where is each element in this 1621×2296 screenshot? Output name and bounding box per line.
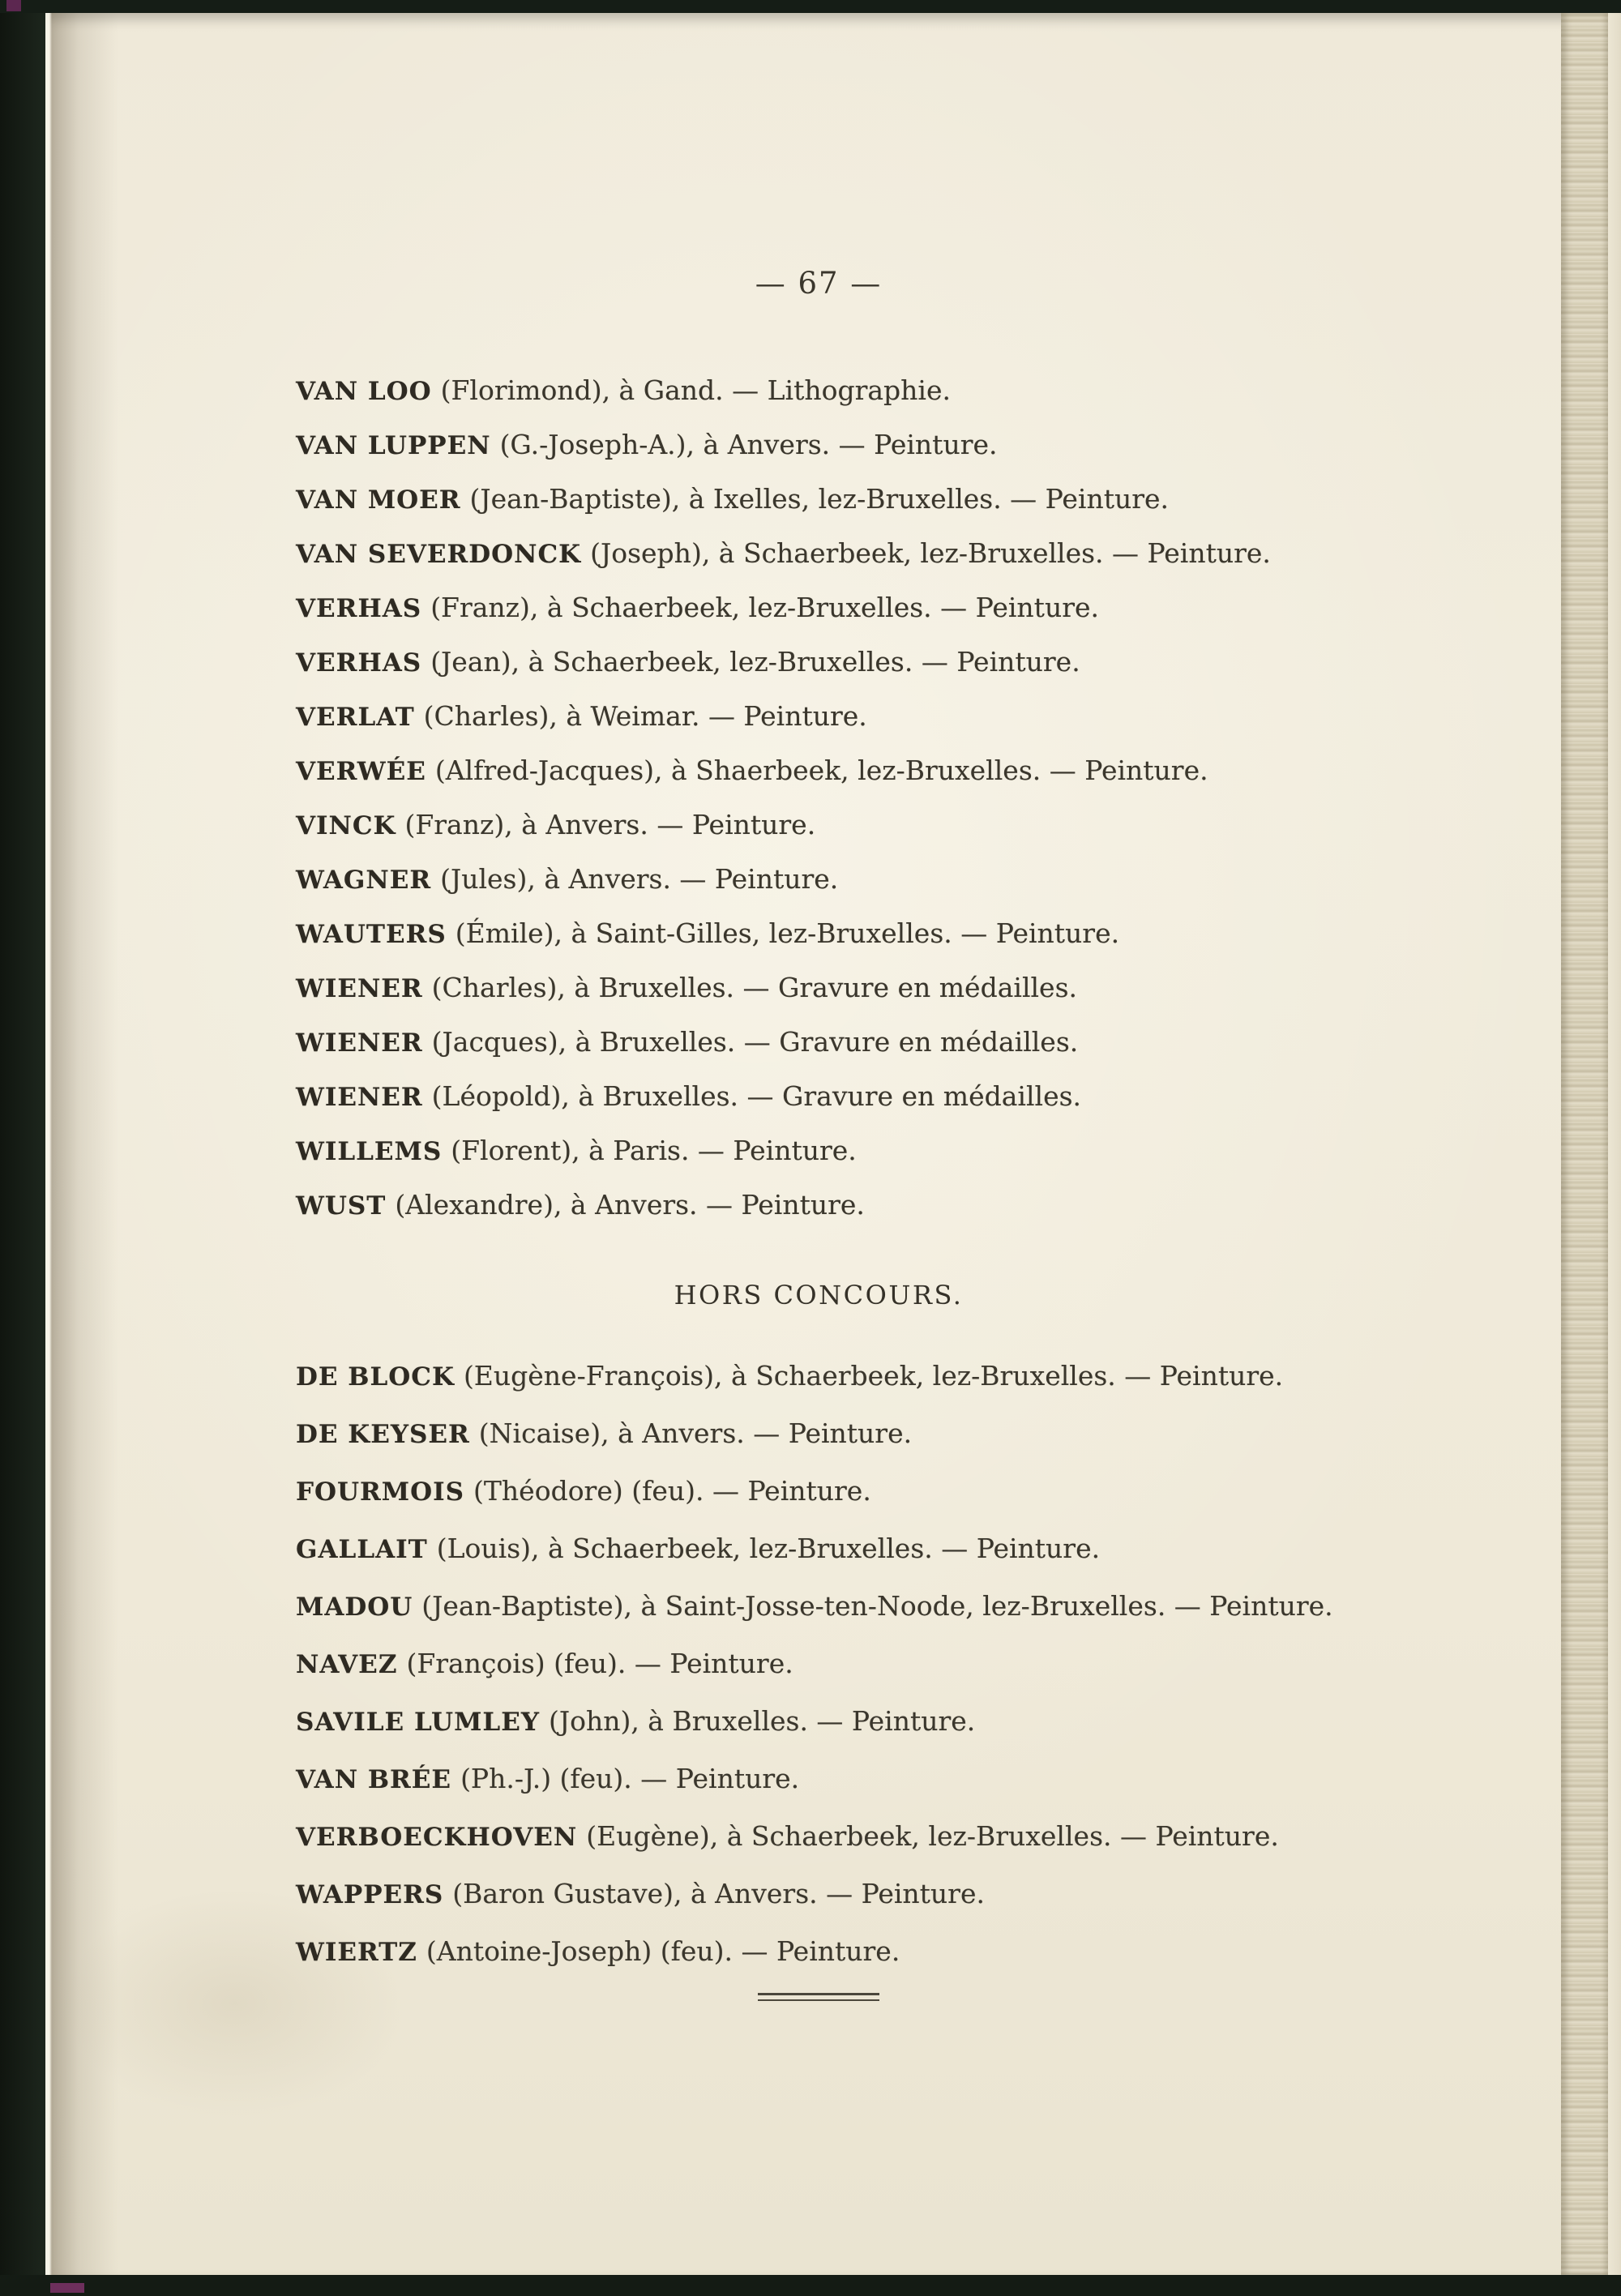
binding-corner-accent — [6, 0, 21, 11]
list-item — [296, 374, 1341, 408]
list-item — [296, 1417, 1341, 1451]
list-item — [296, 1189, 1341, 1222]
list-item — [296, 1935, 1341, 1969]
book-cover-left-edge — [0, 0, 45, 2296]
artist-details: (Jules), à Anvers. — Peinture. — [440, 863, 839, 895]
artist-details: (Charles), à Bruxelles. — Gravure en médailles. — [431, 972, 1078, 1003]
page-content — [296, 267, 1341, 2001]
artist-details: (Eugène-François), à Schaerbeek, lez-Bruxelles. — Peinture. — [463, 1360, 1284, 1392]
artist-name: VAN SEVERDONCK — [296, 540, 582, 569]
artist-details: (Jean-Baptiste), à Ixelles, lez-Bruxelles. — Peinture. — [469, 483, 1170, 515]
entry-list-main — [296, 374, 1341, 1222]
list-item — [296, 1763, 1341, 1796]
list-item — [296, 863, 1341, 896]
artist-name: VAN MOER — [296, 485, 461, 515]
list-item — [296, 1648, 1341, 1681]
list-item — [296, 429, 1341, 462]
artist-name: VERWÉE — [296, 757, 426, 786]
artist-name: DE KEYSER — [296, 1420, 470, 1449]
list-item — [296, 1135, 1341, 1168]
entry-list-hors-concours — [296, 1360, 1341, 1969]
artist-details: (François) (feu). — Peinture. — [406, 1648, 793, 1679]
artist-name: DE BLOCK — [296, 1362, 455, 1392]
page-edge-outer — [1608, 13, 1621, 2275]
artist-details: (Florent), à Paris. — Peinture. — [451, 1135, 857, 1166]
artist-details: (Baron Gustave), à Anvers. — Peinture. — [452, 1878, 985, 1909]
artist-name: WAGNER — [296, 866, 432, 895]
page-number: — 67 — — [755, 266, 883, 301]
artist-details: (Franz), à Schaerbeek, lez-Bruxelles. — Peinture. — [430, 592, 1099, 623]
list-item — [296, 1533, 1341, 1566]
end-rule — [758, 1993, 879, 2001]
artist-details: (Alfred-Jacques), à Shaerbeek, lez-Bruxelles. — Peinture. — [434, 755, 1208, 786]
artist-details: (Émile), à Saint-Gilles, lez-Bruxelles. — Peinture. — [455, 917, 1120, 949]
artist-name: WIERTZ — [296, 1938, 417, 1967]
artist-details: (Antoine-Joseph) (feu). — Peinture. — [426, 1935, 900, 1967]
list-item — [296, 646, 1341, 679]
list-item — [296, 1705, 1341, 1738]
list-item — [296, 1026, 1341, 1059]
artist-name: GALLAIT — [296, 1535, 428, 1564]
artist-details: (Alexandre), à Anvers. — Peinture. — [395, 1189, 865, 1221]
binding-corner-accent — [50, 2283, 84, 2293]
artist-details: (Joseph), à Schaerbeek, lez-Bruxelles. — Peinture. — [590, 537, 1271, 569]
artist-name: WIENER — [296, 1028, 423, 1058]
artist-name: WAUTERS — [296, 920, 447, 949]
section-heading: HORS CONCOURS. — [674, 1280, 964, 1310]
artist-name: VERLAT — [296, 703, 415, 732]
artist-name: WUST — [296, 1191, 387, 1221]
list-item — [296, 700, 1341, 733]
list-item — [296, 755, 1341, 788]
artist-details: (G.-Joseph-A.), à Anvers. — Peinture. — [499, 429, 998, 460]
artist-name: WIENER — [296, 1083, 423, 1112]
list-item — [296, 1475, 1341, 1508]
artist-details: (John), à Bruxelles. — Peinture. — [548, 1705, 976, 1737]
artist-name: SAVILE LUMLEY — [296, 1708, 540, 1737]
list-item — [296, 592, 1341, 625]
gutter-shadow — [45, 13, 118, 2275]
list-item — [296, 1080, 1341, 1114]
list-item — [296, 1820, 1341, 1853]
artist-details: (Louis), à Schaerbeek, lez-Bruxelles. — Peinture. — [436, 1533, 1101, 1564]
artist-details: (Ph.-J.) (feu). — Peinture. — [460, 1763, 800, 1794]
artist-name: VAN BRÉE — [296, 1765, 452, 1794]
artist-details: (Charles), à Weimar. — Peinture. — [423, 700, 867, 732]
artist-details: (Franz), à Anvers. — Peinture. — [404, 809, 816, 840]
artist-name: VINCK — [296, 811, 396, 840]
page-edge-stripes — [1561, 13, 1608, 2275]
artist-details: (Nicaise), à Anvers. — Peinture. — [478, 1417, 913, 1449]
artist-name: VERBOECKHOVEN — [296, 1823, 578, 1852]
artist-details: (Jean), à Schaerbeek, lez-Bruxelles. — Peinture. — [430, 646, 1080, 678]
list-item — [296, 1878, 1341, 1911]
list-item — [296, 917, 1341, 951]
artist-name: FOURMOIS — [296, 1477, 465, 1507]
book-cover-top-edge — [0, 0, 1621, 13]
list-item — [296, 1360, 1341, 1393]
list-item — [296, 972, 1341, 1005]
artist-details: (Florimond), à Gand. — Lithographie. — [440, 374, 951, 406]
list-item — [296, 537, 1341, 571]
artist-name: VERHAS — [296, 594, 422, 623]
artist-details: (Eugène), à Schaerbeek, lez-Bruxelles. — Peinture. — [586, 1820, 1279, 1852]
artist-details: (Jacques), à Bruxelles. — Gravure en médailles. — [431, 1026, 1079, 1058]
artist-name: WILLEMS — [296, 1137, 443, 1166]
artist-name: VAN LOO — [296, 377, 432, 406]
list-item — [296, 483, 1341, 516]
artist-name: WIENER — [296, 974, 423, 1003]
list-item — [296, 809, 1341, 842]
artist-name: VAN LUPPEN — [296, 431, 491, 460]
artist-details: (Léopold), à Bruxelles. — Gravure en médailles. — [431, 1080, 1082, 1112]
artist-details: (Théodore) (feu). — Peinture. — [473, 1475, 871, 1507]
artist-name: MADOU — [296, 1593, 413, 1622]
artist-name: WAPPERS — [296, 1880, 444, 1909]
artist-details: (Jean-Baptiste), à Saint-Josse-ten-Noode, lez-Bruxelles. — Peinture. — [421, 1590, 1333, 1622]
book-cover-bottom-edge — [0, 2275, 1621, 2296]
artist-name: NAVEZ — [296, 1650, 398, 1679]
artist-name: VERHAS — [296, 648, 422, 678]
page-paper — [45, 13, 1621, 2275]
list-item — [296, 1590, 1341, 1623]
